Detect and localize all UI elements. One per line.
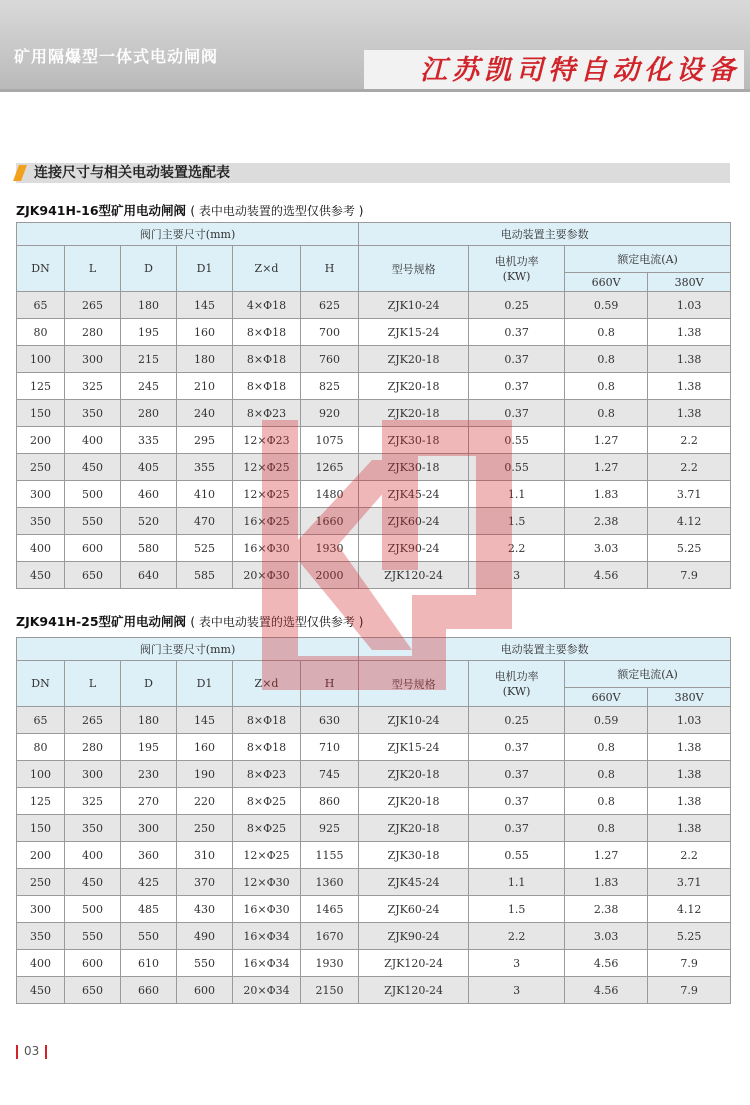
table-row	[17, 734, 731, 761]
table-cell: 8×Φ18	[233, 319, 301, 346]
table-cell: 500	[65, 896, 121, 923]
page-number-right-bar	[45, 1045, 47, 1059]
table-cell: 400	[17, 950, 65, 977]
rated-current-header: 额定电流(A)	[565, 246, 731, 273]
table-cell: 450	[65, 869, 121, 896]
table-cell: ZJK15-24	[359, 734, 469, 761]
table-cell: 580	[121, 535, 177, 562]
table-header-row	[17, 638, 731, 661]
table-cell: 450	[17, 977, 65, 1004]
table-cell: ZJK120-24	[359, 977, 469, 1004]
table-cell: 0.37	[469, 761, 565, 788]
table-cell: 0.59	[565, 707, 648, 734]
table-cell: 190	[177, 761, 233, 788]
table-cell: 0.37	[469, 319, 565, 346]
table-cell: 1.1	[469, 481, 565, 508]
table-cell: 12×Φ25	[233, 842, 301, 869]
table-cell: 700	[301, 319, 359, 346]
table-cell: 630	[301, 707, 359, 734]
table-cell: 160	[177, 319, 233, 346]
table-cell: 300	[65, 761, 121, 788]
table-cell: 20×Φ30	[233, 562, 301, 589]
table-cell: ZJK20-18	[359, 788, 469, 815]
column-header: D1	[177, 246, 233, 292]
table-cell: 370	[177, 869, 233, 896]
table-row	[17, 427, 731, 454]
table-cell: 0.59	[565, 292, 648, 319]
table-cell: ZJK10-24	[359, 292, 469, 319]
table-cell: 1.27	[565, 454, 648, 481]
spec-table-1	[16, 222, 731, 589]
voltage-660-header: 660V	[565, 273, 648, 292]
table-row	[17, 481, 731, 508]
table-cell: ZJK20-18	[359, 400, 469, 427]
table-cell: 1155	[301, 842, 359, 869]
table-cell: 470	[177, 508, 233, 535]
table-header-row	[17, 246, 731, 273]
column-header: Z×d	[233, 661, 301, 707]
table-cell: 16×Φ34	[233, 923, 301, 950]
table-cell: 355	[177, 454, 233, 481]
table-cell: 0.37	[469, 788, 565, 815]
table-cell: 1.27	[565, 842, 648, 869]
table-cell: 0.25	[469, 292, 565, 319]
table-cell: 5.25	[648, 923, 731, 950]
table-cell: 300	[17, 481, 65, 508]
table-cell: ZJK60-24	[359, 508, 469, 535]
table-cell: ZJK20-18	[359, 761, 469, 788]
column-header: D1	[177, 661, 233, 707]
table-cell: 2.2	[648, 842, 731, 869]
table-cell: 2.38	[565, 508, 648, 535]
table-cell: 1.27	[565, 427, 648, 454]
table-cell: 1930	[301, 950, 359, 977]
table-cell: 1.5	[469, 508, 565, 535]
table-row	[17, 761, 731, 788]
table-cell: 325	[65, 373, 121, 400]
table-cell: 1.38	[648, 319, 731, 346]
table-cell: 8×Φ18	[233, 707, 301, 734]
table-cell: ZJK45-24	[359, 481, 469, 508]
table-row	[17, 923, 731, 950]
table-cell: 16×Φ25	[233, 508, 301, 535]
table-cell: 4.12	[648, 508, 731, 535]
table-cell: 180	[121, 292, 177, 319]
table-cell: 710	[301, 734, 359, 761]
table-cell: 200	[17, 842, 65, 869]
table-cell: 660	[121, 977, 177, 1004]
table-2-title	[16, 612, 363, 630]
table-cell: 425	[121, 869, 177, 896]
table-row	[17, 950, 731, 977]
table-cell: 195	[121, 319, 177, 346]
table-cell: 2000	[301, 562, 359, 589]
table-cell: 80	[17, 319, 65, 346]
table-cell: 8×Φ25	[233, 815, 301, 842]
table-cell: 350	[17, 508, 65, 535]
table-cell: 500	[65, 481, 121, 508]
table-cell: 2150	[301, 977, 359, 1004]
table-cell: ZJK30-18	[359, 454, 469, 481]
table-row	[17, 292, 731, 319]
table-cell: 2.38	[565, 896, 648, 923]
table-cell: ZJK30-18	[359, 842, 469, 869]
table-row	[17, 815, 731, 842]
table-cell: 4.56	[565, 562, 648, 589]
table-cell: ZJK20-18	[359, 346, 469, 373]
table-cell: 0.37	[469, 734, 565, 761]
table-cell: 65	[17, 292, 65, 319]
table-cell: 360	[121, 842, 177, 869]
table-cell: 16×Φ30	[233, 535, 301, 562]
table-cell: 0.37	[469, 400, 565, 427]
table-cell: 1.83	[565, 481, 648, 508]
product-title: 矿用隔爆型一体式电动闸阀	[14, 47, 219, 66]
table-cell: 8×Φ23	[233, 400, 301, 427]
table-cell: 1.38	[648, 734, 731, 761]
table-row	[17, 400, 731, 427]
table-cell: 270	[121, 788, 177, 815]
column-header: D	[121, 246, 177, 292]
actuator-params-header: 电动装置主要参数	[359, 223, 731, 246]
section-heading	[16, 163, 730, 183]
table-cell: 12×Φ25	[233, 454, 301, 481]
table-cell: 550	[65, 923, 121, 950]
table-cell: ZJK15-24	[359, 319, 469, 346]
motor-power-header: 电机功率 (KW)	[469, 661, 565, 707]
table-cell: 8×Φ18	[233, 346, 301, 373]
table-cell: 0.55	[469, 427, 565, 454]
table-cell: 1930	[301, 535, 359, 562]
table-cell: 1.1	[469, 869, 565, 896]
table-cell: 610	[121, 950, 177, 977]
table-2-note: ( 表中电动装置的选型仅供参考 )	[190, 615, 364, 629]
column-header: L	[65, 661, 121, 707]
table-cell: 7.9	[648, 977, 731, 1004]
table-cell: 825	[301, 373, 359, 400]
table-cell: 0.37	[469, 373, 565, 400]
table-cell: 450	[65, 454, 121, 481]
table-cell: 1465	[301, 896, 359, 923]
table-row	[17, 788, 731, 815]
table-cell: 860	[301, 788, 359, 815]
table-cell: 335	[121, 427, 177, 454]
table-cell: 145	[177, 292, 233, 319]
table-cell: 280	[65, 319, 121, 346]
table-cell: 265	[65, 292, 121, 319]
table-cell: 450	[17, 562, 65, 589]
table-cell: 16×Φ34	[233, 950, 301, 977]
table-cell: 180	[177, 346, 233, 373]
table-cell: 3.03	[565, 535, 648, 562]
voltage-660-header: 660V	[565, 688, 648, 707]
table-header-row	[17, 223, 731, 246]
table-cell: 12×Φ30	[233, 869, 301, 896]
table-cell: 0.8	[565, 400, 648, 427]
table-cell: 4×Φ18	[233, 292, 301, 319]
table-cell: 200	[17, 427, 65, 454]
table-cell: 1670	[301, 923, 359, 950]
spec-table-2	[16, 637, 731, 1004]
table-cell: 5.25	[648, 535, 731, 562]
table-cell: ZJK20-18	[359, 373, 469, 400]
table-cell: 265	[65, 707, 121, 734]
table-cell: 250	[177, 815, 233, 842]
table-cell: 2.2	[648, 427, 731, 454]
table-cell: 8×Φ18	[233, 373, 301, 400]
table-cell: 0.25	[469, 707, 565, 734]
table-cell: 16×Φ30	[233, 896, 301, 923]
table-cell: 230	[121, 761, 177, 788]
table-cell: 2.2	[469, 535, 565, 562]
page-header	[0, 0, 750, 92]
table-cell: 1480	[301, 481, 359, 508]
table-row	[17, 535, 731, 562]
table-cell: 0.8	[565, 319, 648, 346]
table-cell: 310	[177, 842, 233, 869]
table-cell: 640	[121, 562, 177, 589]
voltage-380-header: 380V	[648, 273, 731, 292]
table-cell: 280	[65, 734, 121, 761]
table-header-row	[17, 661, 731, 688]
table-cell: 245	[121, 373, 177, 400]
table-cell: 0.55	[469, 454, 565, 481]
voltage-380-header: 380V	[648, 688, 731, 707]
actuator-params-header: 电动装置主要参数	[359, 638, 731, 661]
table-cell: 485	[121, 896, 177, 923]
table-cell: 1.38	[648, 346, 731, 373]
table-cell: 150	[17, 815, 65, 842]
table-cell: ZJK60-24	[359, 896, 469, 923]
table-cell: 215	[121, 346, 177, 373]
valve-dimensions-header: 阀门主要尺寸(mm)	[17, 223, 359, 246]
table-2-model: ZJK941H-25型矿用电动闸阀	[16, 614, 187, 629]
table-cell: 400	[65, 842, 121, 869]
table-cell: 410	[177, 481, 233, 508]
rated-current-header: 额定电流(A)	[565, 661, 731, 688]
table-cell: 925	[301, 815, 359, 842]
table-1-model: ZJK941H-16型矿用电动闸阀	[16, 203, 187, 218]
table-row	[17, 373, 731, 400]
table-cell: 8×Φ18	[233, 734, 301, 761]
table-row	[17, 707, 731, 734]
table-row	[17, 869, 731, 896]
table-cell: 12×Φ23	[233, 427, 301, 454]
table-cell: 100	[17, 761, 65, 788]
table-cell: 1.38	[648, 761, 731, 788]
table-cell: 1360	[301, 869, 359, 896]
table-cell: 460	[121, 481, 177, 508]
table-cell: 0.37	[469, 346, 565, 373]
header-divider	[0, 89, 750, 92]
page-number-text: 03	[24, 1044, 40, 1058]
table-cell: 3	[469, 562, 565, 589]
motor-power-header: 电机功率 (KW)	[469, 246, 565, 292]
table-cell: 1.38	[648, 788, 731, 815]
table-cell: 195	[121, 734, 177, 761]
column-header: DN	[17, 246, 65, 292]
table-cell: ZJK120-24	[359, 950, 469, 977]
table-cell: ZJK45-24	[359, 869, 469, 896]
table-cell: 125	[17, 373, 65, 400]
table-cell: 100	[17, 346, 65, 373]
table-cell: 12×Φ25	[233, 481, 301, 508]
table-row	[17, 508, 731, 535]
table-cell: 600	[65, 950, 121, 977]
table-cell: 1.5	[469, 896, 565, 923]
table-cell: 1.38	[648, 373, 731, 400]
table-cell: 2.2	[648, 454, 731, 481]
table-cell: 250	[17, 869, 65, 896]
table-cell: 525	[177, 535, 233, 562]
table-cell: 3.71	[648, 481, 731, 508]
table-cell: 3.03	[565, 923, 648, 950]
company-name: 江苏凯司特自动化设备	[364, 50, 744, 92]
table-row	[17, 977, 731, 1004]
table-cell: 600	[65, 535, 121, 562]
table-cell: 150	[17, 400, 65, 427]
table-cell: 625	[301, 292, 359, 319]
model-header: 型号规格	[359, 661, 469, 707]
table-cell: 2.2	[469, 923, 565, 950]
table-cell: 210	[177, 373, 233, 400]
page-number	[10, 1044, 53, 1059]
table-cell: 1075	[301, 427, 359, 454]
table-cell: 520	[121, 508, 177, 535]
table-cell: 145	[177, 707, 233, 734]
table-cell: ZJK10-24	[359, 707, 469, 734]
table-cell: 1660	[301, 508, 359, 535]
table-cell: 180	[121, 707, 177, 734]
table-cell: 4.56	[565, 977, 648, 1004]
table-cell: 0.55	[469, 842, 565, 869]
table-cell: 0.37	[469, 815, 565, 842]
table-1-title	[16, 201, 363, 219]
table-cell: 400	[65, 427, 121, 454]
table-cell: 745	[301, 761, 359, 788]
table-cell: 4.12	[648, 896, 731, 923]
table-cell: 3.71	[648, 869, 731, 896]
table-cell: 280	[121, 400, 177, 427]
section-marker-icon	[13, 165, 27, 181]
section-label: 连接尺寸与相关电动装置选配表	[34, 165, 230, 181]
table-cell: 8×Φ25	[233, 788, 301, 815]
table-cell: 1.03	[648, 292, 731, 319]
column-header: H	[301, 661, 359, 707]
table-cell: 430	[177, 896, 233, 923]
table-cell: ZJK20-18	[359, 815, 469, 842]
table-cell: 250	[17, 454, 65, 481]
table-cell: 585	[177, 562, 233, 589]
table-cell: 65	[17, 707, 65, 734]
table-row	[17, 842, 731, 869]
table-cell: 8×Φ23	[233, 761, 301, 788]
column-header: D	[121, 661, 177, 707]
table-cell: 550	[121, 923, 177, 950]
table-cell: 240	[177, 400, 233, 427]
table-cell: ZJK90-24	[359, 535, 469, 562]
valve-dimensions-header: 阀门主要尺寸(mm)	[17, 638, 359, 661]
table-row	[17, 319, 731, 346]
table-row	[17, 896, 731, 923]
column-header: DN	[17, 661, 65, 707]
table-cell: 220	[177, 788, 233, 815]
table-cell: 0.8	[565, 734, 648, 761]
table-1-note: ( 表中电动装置的选型仅供参考 )	[190, 204, 364, 218]
table-row	[17, 454, 731, 481]
column-header: H	[301, 246, 359, 292]
table-cell: 650	[65, 562, 121, 589]
table-cell: 490	[177, 923, 233, 950]
table-cell: 405	[121, 454, 177, 481]
table-cell: 600	[177, 977, 233, 1004]
column-header: Z×d	[233, 246, 301, 292]
table-cell: 0.8	[565, 761, 648, 788]
table-cell: 7.9	[648, 950, 731, 977]
table-cell: 550	[177, 950, 233, 977]
table-row	[17, 346, 731, 373]
table-cell: 0.8	[565, 346, 648, 373]
table-cell: 3	[469, 950, 565, 977]
table-cell: 80	[17, 734, 65, 761]
page-number-left-bar	[16, 1045, 18, 1059]
table-cell: 0.8	[565, 373, 648, 400]
table-cell: 295	[177, 427, 233, 454]
table-cell: 350	[17, 923, 65, 950]
table-cell: 920	[301, 400, 359, 427]
table-cell: ZJK30-18	[359, 427, 469, 454]
table-cell: 7.9	[648, 562, 731, 589]
table-cell: 325	[65, 788, 121, 815]
table-cell: ZJK120-24	[359, 562, 469, 589]
table-cell: 0.8	[565, 815, 648, 842]
table-cell: 1265	[301, 454, 359, 481]
table-cell: 0.8	[565, 788, 648, 815]
table-cell: 300	[65, 346, 121, 373]
model-header: 型号规格	[359, 246, 469, 292]
table-cell: 400	[17, 535, 65, 562]
table-cell: 4.56	[565, 950, 648, 977]
table-cell: ZJK90-24	[359, 923, 469, 950]
table-cell: 160	[177, 734, 233, 761]
table-cell: 300	[17, 896, 65, 923]
table-cell: 1.38	[648, 815, 731, 842]
table-cell: 125	[17, 788, 65, 815]
column-header: L	[65, 246, 121, 292]
table-cell: 650	[65, 977, 121, 1004]
table-cell: 1.03	[648, 707, 731, 734]
table-cell: 350	[65, 815, 121, 842]
table-cell: 300	[121, 815, 177, 842]
table-cell: 1.38	[648, 400, 731, 427]
table-cell: 20×Φ34	[233, 977, 301, 1004]
table-cell: 760	[301, 346, 359, 373]
table-cell: 350	[65, 400, 121, 427]
table-cell: 550	[65, 508, 121, 535]
table-row	[17, 562, 731, 589]
table-cell: 1.83	[565, 869, 648, 896]
table-cell: 3	[469, 977, 565, 1004]
